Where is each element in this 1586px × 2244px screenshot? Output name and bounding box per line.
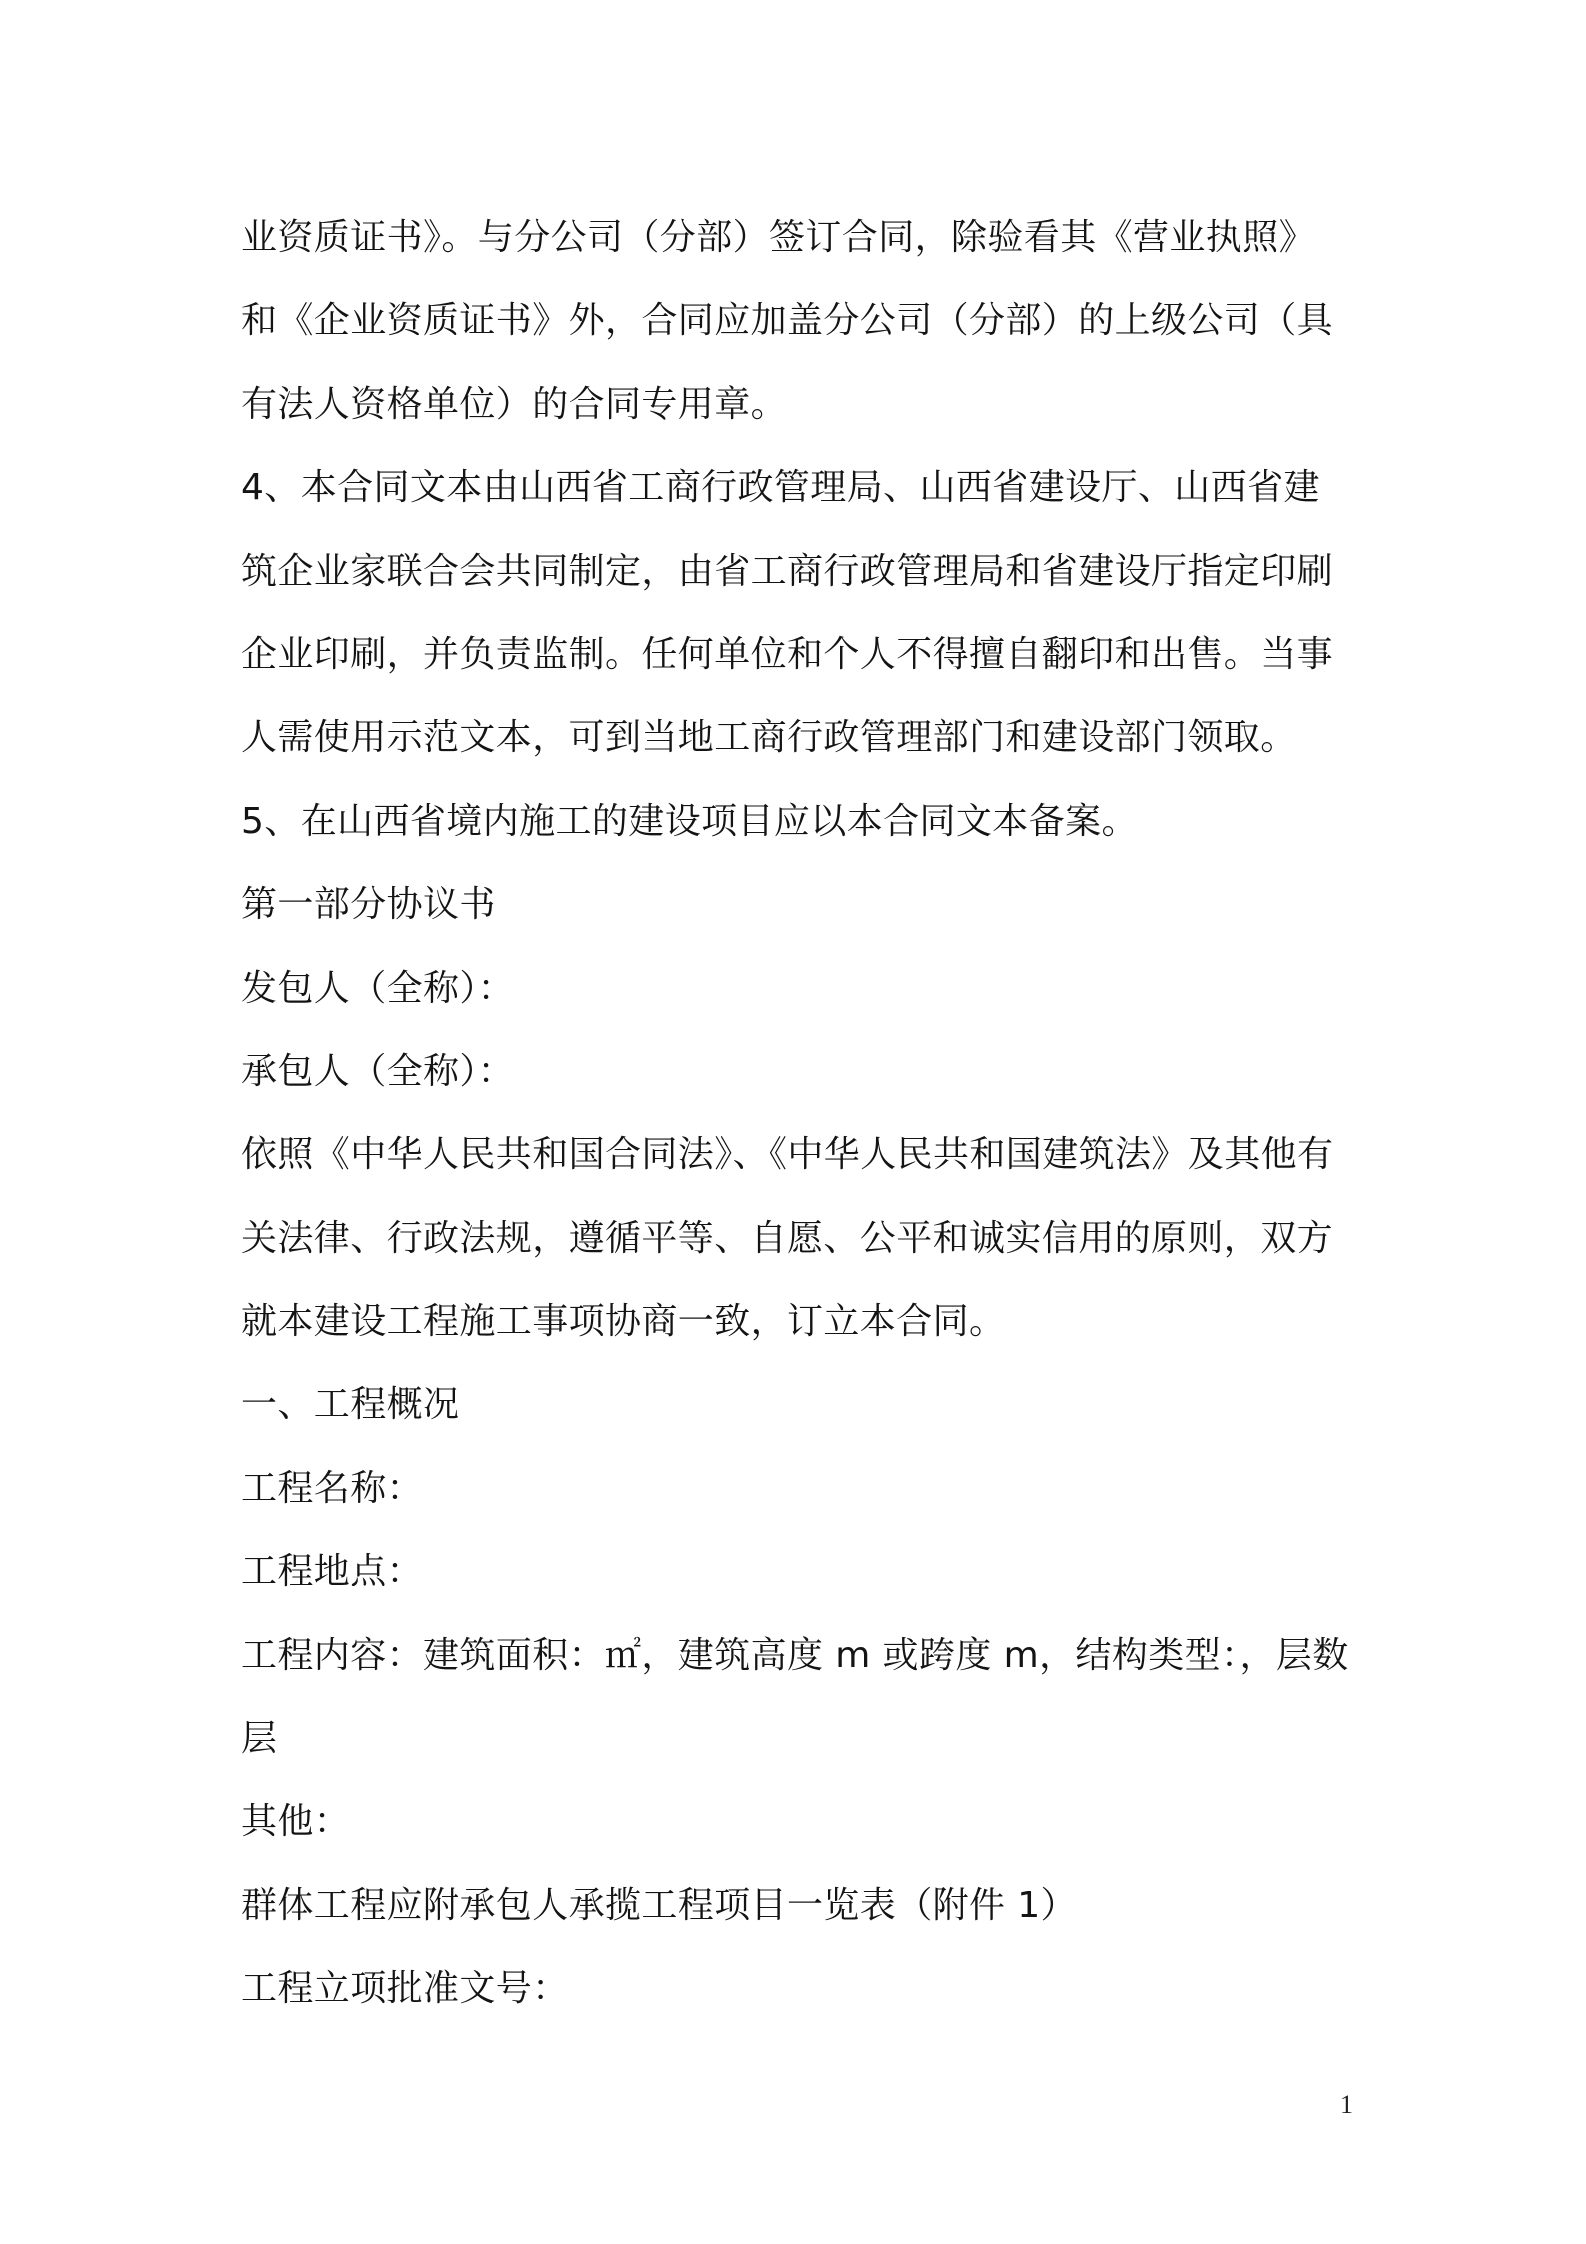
text-line: 关法律、行政法规，遵循平等、自愿、公平和诚实信用的原则，双方 xyxy=(241,1217,1334,1259)
section-heading: 一、工程概况 xyxy=(241,1384,460,1426)
text-line: 4、本合同文本由山西省工商行政管理局、山西省建设厅、山西省建 xyxy=(241,467,1320,509)
form-field-label: 承包人（全称）： xyxy=(241,1050,515,1092)
text-line: 和《企业资质证书》外，合同应加盖分公司（分部）的上级公司（具 xyxy=(241,300,1334,342)
text-line: 业资质证书》。与分公司（分部）签订合同，除验看其《营业执照》 xyxy=(241,217,1316,258)
document-body xyxy=(241,196,1351,2031)
form-field-label: 工程内容：建筑面积：㎡，建筑高度 m 或跨度 m，结构类型：，层数 xyxy=(241,1634,1349,1676)
page-number: 1 xyxy=(1340,2090,1353,2119)
text-line: 有法人资格单位）的合同专用章。 xyxy=(241,383,788,425)
section-heading: 第一部分协议书 xyxy=(241,884,496,926)
text-line: 人需使用示范文本，可到当地工商行政管理部门和建设部门领取。 xyxy=(241,717,1297,759)
form-field-label: 其他： xyxy=(241,1801,351,1843)
text-line: 层 xyxy=(241,1718,278,1760)
text-line: 就本建设工程施工事项协商一致，订立本合同。 xyxy=(241,1301,1006,1343)
text-line: 依照《中华人民共和国合同法》、《中华人民共和国建筑法》及其他有 xyxy=(241,1134,1334,1176)
text-line: 5、在山西省境内施工的建设项目应以本合同文本备案。 xyxy=(241,800,1138,842)
form-field-label: 发包人（全称）： xyxy=(241,967,515,1009)
text-line: 筑企业家联合会共同制定，由省工商行政管理局和省建设厅指定印刷 xyxy=(241,550,1334,592)
form-field-label: 工程名称： xyxy=(241,1467,424,1509)
text-line: 群体工程应附承包人承揽工程项目一览表（附件 1） xyxy=(241,1884,1077,1926)
form-field-label: 工程立项批准文号： xyxy=(241,1968,569,2010)
form-field-label: 工程地点： xyxy=(241,1551,424,1593)
text-line: 企业印刷，并负责监制。任何单位和个人不得擅自翻印和出售。当事 xyxy=(241,633,1334,675)
